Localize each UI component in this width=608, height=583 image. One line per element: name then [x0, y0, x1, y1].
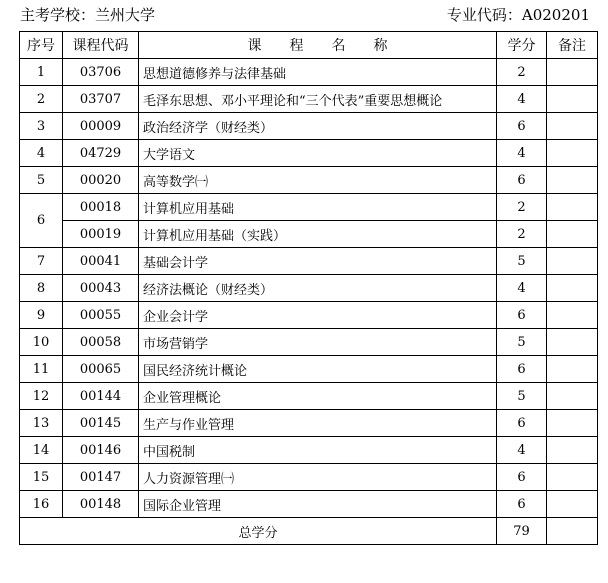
table-row	[20, 356, 598, 383]
cell-credit: 6	[497, 167, 547, 194]
cell-code: 00009	[63, 113, 139, 140]
table-row	[20, 113, 598, 140]
table-header-row	[20, 32, 598, 59]
cell-name: 毛泽东思想、邓小平理论和“三个代表”重要思想概论	[139, 86, 497, 113]
cell-name: 高等数学㈠	[139, 167, 497, 194]
cell-note	[547, 329, 598, 356]
cell-credit: 4	[497, 140, 547, 167]
cell-name: 国民经济统计概论	[139, 356, 497, 383]
cell-name: 市场营销学	[139, 329, 497, 356]
cell-name: 基础会计学	[139, 248, 497, 275]
cell-note	[547, 167, 598, 194]
column-header-note: 备注	[547, 32, 598, 59]
cell-no: 16	[20, 491, 63, 518]
cell-no: 3	[20, 113, 63, 140]
school-label: 主考学校：兰州大学	[20, 6, 156, 24]
cell-name: 计算机应用基础	[139, 194, 497, 221]
total-row	[20, 518, 598, 545]
cell-credit: 5	[497, 383, 547, 410]
cell-code: 00146	[63, 437, 139, 464]
cell-code: 03706	[63, 59, 139, 86]
cell-note	[547, 383, 598, 410]
cell-credit: 6	[497, 302, 547, 329]
cell-name: 人力资源管理㈠	[139, 464, 497, 491]
cell-code: 04729	[63, 140, 139, 167]
cell-code: 00019	[63, 221, 139, 248]
table-row	[20, 59, 598, 86]
cell-note	[547, 356, 598, 383]
cell-no: 9	[20, 302, 63, 329]
cell-no: 2	[20, 86, 63, 113]
cell-note	[547, 275, 598, 302]
cell-note	[547, 437, 598, 464]
cell-code: 00020	[63, 167, 139, 194]
table-row	[20, 329, 598, 356]
cell-code: 00055	[63, 302, 139, 329]
total-credits-label: 总学分	[20, 518, 497, 545]
cell-note	[547, 140, 598, 167]
cell-note	[547, 302, 598, 329]
cell-note	[547, 194, 598, 221]
cell-credit: 6	[497, 410, 547, 437]
cell-no: 14	[20, 437, 63, 464]
cell-credit: 5	[497, 329, 547, 356]
table-row	[20, 167, 598, 194]
cell-note	[547, 410, 598, 437]
column-header-credit: 学分	[497, 32, 547, 59]
cell-no: 1	[20, 59, 63, 86]
cell-credit: 4	[497, 275, 547, 302]
table-row	[20, 140, 598, 167]
total-note-cell	[547, 518, 598, 545]
table-row	[20, 410, 598, 437]
table-row	[20, 275, 598, 302]
cell-credit: 5	[497, 248, 547, 275]
cell-no: 10	[20, 329, 63, 356]
cell-code: 00018	[63, 194, 139, 221]
cell-name: 中国税制	[139, 437, 497, 464]
cell-code: 03707	[63, 86, 139, 113]
cell-code: 00058	[63, 329, 139, 356]
cell-credit: 2	[497, 59, 547, 86]
table-row	[20, 221, 598, 248]
cell-code: 00144	[63, 383, 139, 410]
cell-name: 计算机应用基础（实践）	[139, 221, 497, 248]
cell-name: 生产与作业管理	[139, 410, 497, 437]
major-code-label: 专业代码：A020201	[446, 6, 590, 24]
table-row	[20, 86, 598, 113]
cell-credit: 2	[497, 221, 547, 248]
cell-code: 00147	[63, 464, 139, 491]
cell-note	[547, 113, 598, 140]
cell-no: 12	[20, 383, 63, 410]
cell-note	[547, 491, 598, 518]
column-header-code: 课程代码	[63, 32, 139, 59]
cell-credit: 4	[497, 86, 547, 113]
course-table	[19, 31, 598, 545]
cell-credit: 2	[497, 194, 547, 221]
cell-no: 7	[20, 248, 63, 275]
cell-name: 经济法概论（财经类）	[139, 275, 497, 302]
cell-code: 00065	[63, 356, 139, 383]
cell-no: 11	[20, 356, 63, 383]
cell-name: 政治经济学（财经类）	[139, 113, 497, 140]
cell-note	[547, 248, 598, 275]
document-header	[0, 0, 608, 30]
total-credits-value: 79	[497, 518, 547, 545]
table-row	[20, 464, 598, 491]
table-row	[20, 302, 598, 329]
cell-name: 思想道德修养与法律基础	[139, 59, 497, 86]
cell-no: 5	[20, 167, 63, 194]
cell-credit: 6	[497, 356, 547, 383]
cell-name: 国际企业管理	[139, 491, 497, 518]
cell-credit: 4	[497, 437, 547, 464]
table-row	[20, 248, 598, 275]
cell-credit: 6	[497, 491, 547, 518]
cell-note	[547, 59, 598, 86]
cell-credit: 6	[497, 113, 547, 140]
table-row	[20, 383, 598, 410]
cell-code: 00043	[63, 275, 139, 302]
column-header-no: 序号	[20, 32, 63, 59]
table-row	[20, 194, 598, 221]
column-header-name: 课 程 名 称	[139, 32, 497, 59]
cell-no: 8	[20, 275, 63, 302]
cell-no: 15	[20, 464, 63, 491]
cell-code: 00041	[63, 248, 139, 275]
cell-name: 企业管理概论	[139, 383, 497, 410]
cell-note	[547, 86, 598, 113]
cell-note	[547, 464, 598, 491]
cell-name: 大学语文	[139, 140, 497, 167]
cell-code: 00148	[63, 491, 139, 518]
cell-note	[547, 221, 598, 248]
cell-credit: 6	[497, 464, 547, 491]
cell-no: 4	[20, 140, 63, 167]
cell-no: 13	[20, 410, 63, 437]
table-row	[20, 491, 598, 518]
cell-name: 企业会计学	[139, 302, 497, 329]
table-row	[20, 437, 598, 464]
cell-no: 6	[20, 194, 63, 248]
cell-code: 00145	[63, 410, 139, 437]
